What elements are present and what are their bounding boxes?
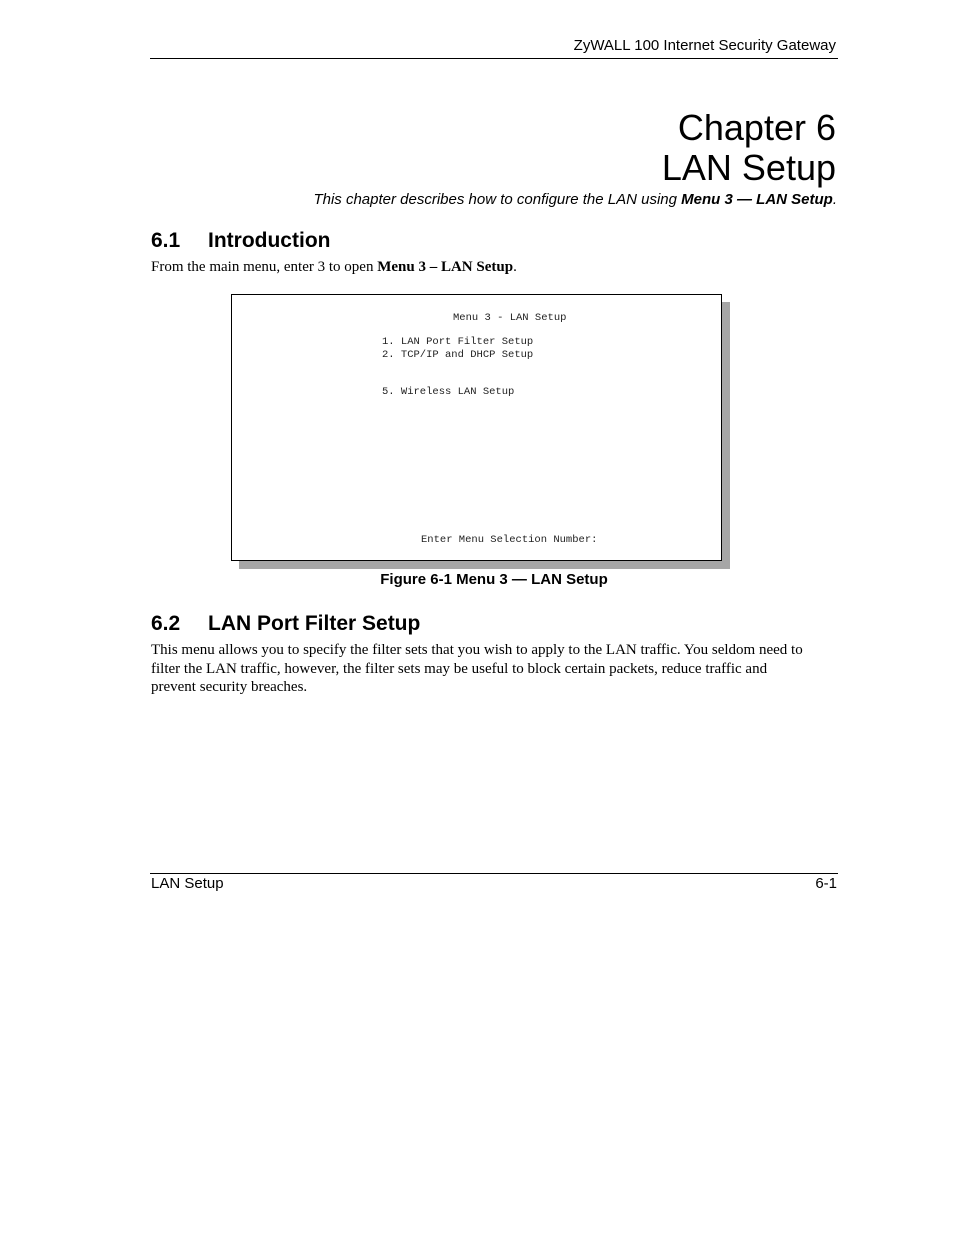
terminal-menu-item: 1. LAN Port Filter Setup bbox=[382, 336, 534, 348]
terminal-menu-item: 5. Wireless LAN Setup bbox=[382, 386, 515, 398]
running-header: ZyWALL 100 Internet Security Gateway bbox=[573, 37, 836, 54]
section-number: 6.1 bbox=[151, 229, 181, 252]
section-number: 6.2 bbox=[151, 612, 181, 635]
intro-suffix: . bbox=[513, 259, 517, 275]
intro-text: From the main menu, enter 3 to open bbox=[151, 259, 378, 275]
section-heading-lan-port-filter bbox=[151, 612, 420, 636]
paragraph-line: This menu allows you to specify the filter sets that you wish to apply to the LAN traffic. You seldom need to bbox=[151, 642, 803, 658]
chapter-number: Chapter 6 bbox=[677, 107, 836, 148]
header-divider bbox=[150, 58, 838, 59]
subtitle-prefix: This chapter describes how to configure the LAN using bbox=[313, 191, 682, 208]
chapter-name: LAN Setup bbox=[661, 147, 836, 188]
intro-menu-name: Menu 3 – LAN Setup bbox=[377, 259, 514, 275]
page-number: 6-1 bbox=[815, 875, 837, 892]
chapter-title bbox=[662, 108, 836, 188]
paragraph-line: prevent security breaches. bbox=[151, 679, 308, 695]
subtitle-suffix: . bbox=[832, 191, 837, 208]
section-heading-introduction bbox=[151, 229, 330, 253]
section-title: Introduction bbox=[208, 229, 331, 252]
terminal-menu-item: 2. TCP/IP and DHCP Setup bbox=[382, 349, 534, 361]
figure-caption: Figure 6-1 Menu 3 — LAN Setup bbox=[380, 571, 608, 588]
subtitle-menu-name: Menu 3 — LAN Setup bbox=[681, 191, 833, 208]
intro-paragraph bbox=[151, 258, 841, 277]
paragraph-line: filter the LAN traffic, however, the filter sets may be useful to block certain packets, reduce traffic and bbox=[151, 660, 768, 677]
footer-divider bbox=[150, 873, 838, 874]
terminal-screen bbox=[231, 294, 722, 561]
section-title: LAN Port Filter Setup bbox=[208, 612, 421, 635]
footer-section-name: LAN Setup bbox=[151, 875, 224, 892]
filter-paragraph bbox=[151, 641, 841, 697]
chapter-subtitle bbox=[313, 191, 837, 208]
terminal-prompt: Enter Menu Selection Number: bbox=[421, 534, 598, 546]
terminal-menu-title: Menu 3 - LAN Setup bbox=[453, 312, 567, 324]
